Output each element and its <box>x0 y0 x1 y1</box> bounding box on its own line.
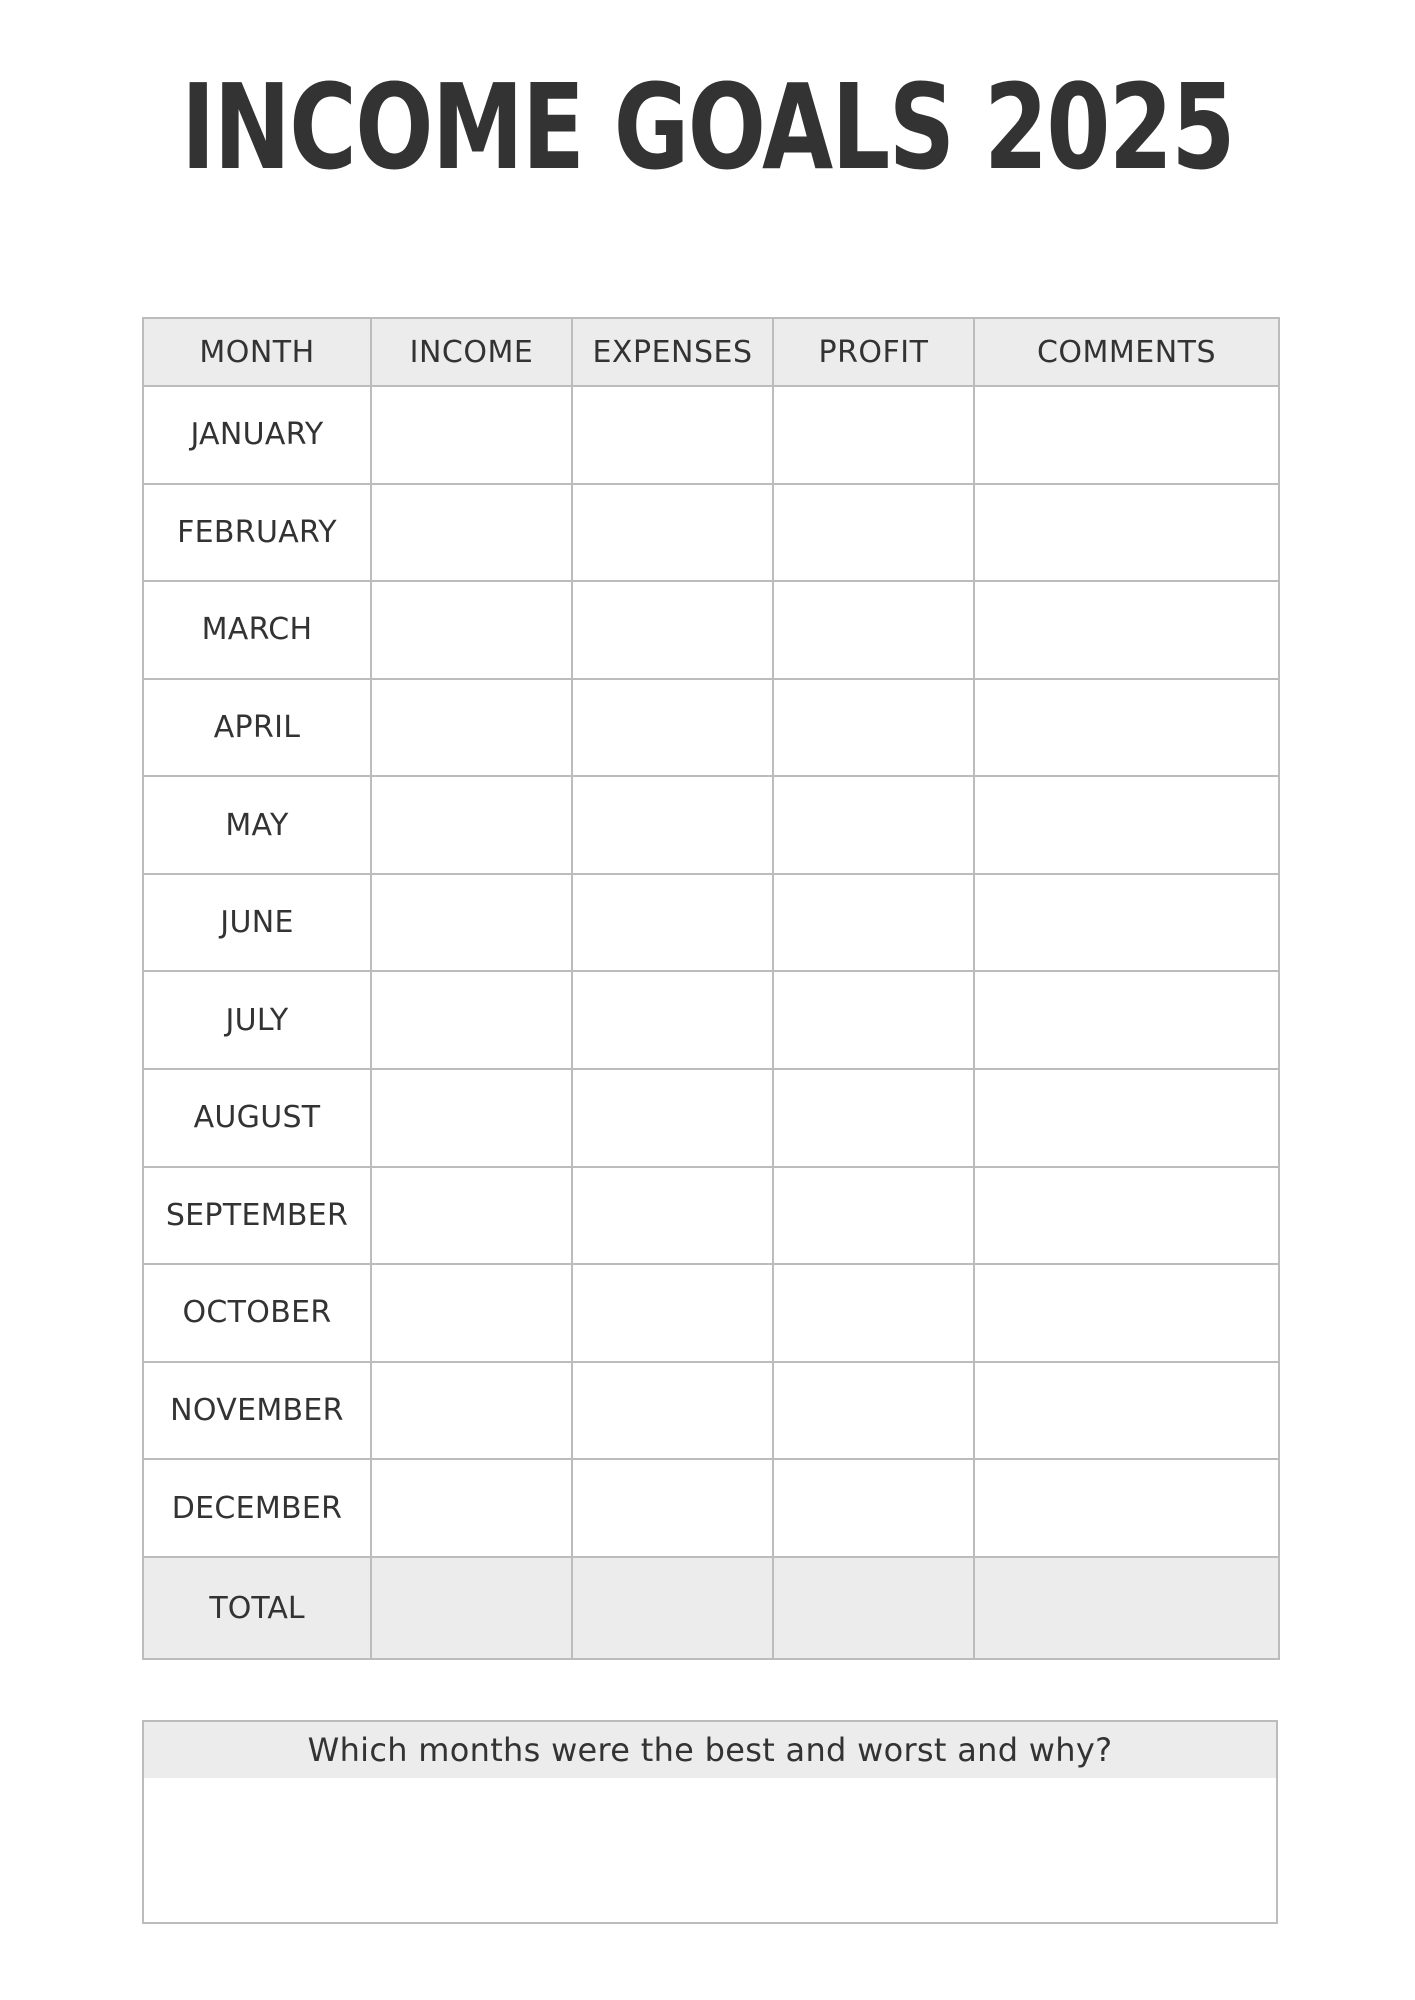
table-row <box>143 971 1279 1069</box>
comments-cell[interactable] <box>974 484 1279 582</box>
expenses-cell[interactable] <box>572 1167 773 1265</box>
total-comments-cell[interactable] <box>974 1557 1279 1659</box>
month-cell: JUNE <box>143 874 371 972</box>
profit-cell[interactable] <box>773 1167 974 1265</box>
table-row <box>143 386 1279 484</box>
expenses-cell[interactable] <box>572 1459 773 1557</box>
profit-cell[interactable] <box>773 1459 974 1557</box>
month-cell: JULY <box>143 971 371 1069</box>
total-expenses-cell[interactable] <box>572 1557 773 1659</box>
profit-cell[interactable] <box>773 874 974 972</box>
header-income: INCOME <box>371 318 572 386</box>
income-cell[interactable] <box>371 1167 572 1265</box>
month-cell: DECEMBER <box>143 1459 371 1557</box>
reflection-answer-area[interactable] <box>144 1778 1276 1922</box>
table-row <box>143 1362 1279 1460</box>
profit-cell[interactable] <box>773 971 974 1069</box>
profit-cell[interactable] <box>773 484 974 582</box>
table-row <box>143 484 1279 582</box>
month-cell: MARCH <box>143 581 371 679</box>
income-cell[interactable] <box>371 1069 572 1167</box>
header-profit: PROFIT <box>773 318 974 386</box>
comments-cell[interactable] <box>974 971 1279 1069</box>
table-row <box>143 1459 1279 1557</box>
month-cell: JANUARY <box>143 386 371 484</box>
expenses-cell[interactable] <box>572 484 773 582</box>
month-cell: FEBRUARY <box>143 484 371 582</box>
profit-cell[interactable] <box>773 1362 974 1460</box>
month-cell: NOVEMBER <box>143 1362 371 1460</box>
income-goals-table <box>142 317 1280 1660</box>
reflection-box <box>142 1720 1278 1924</box>
expenses-cell[interactable] <box>572 1264 773 1362</box>
comments-cell[interactable] <box>974 1459 1279 1557</box>
expenses-cell[interactable] <box>572 1362 773 1460</box>
table-row <box>143 1167 1279 1265</box>
income-cell[interactable] <box>371 874 572 972</box>
income-cell[interactable] <box>371 971 572 1069</box>
header-expenses: EXPENSES <box>572 318 773 386</box>
month-cell: MAY <box>143 776 371 874</box>
total-income-cell[interactable] <box>371 1557 572 1659</box>
comments-cell[interactable] <box>974 1264 1279 1362</box>
profit-cell[interactable] <box>773 679 974 777</box>
month-cell: OCTOBER <box>143 1264 371 1362</box>
table-row <box>143 679 1279 777</box>
table-row <box>143 581 1279 679</box>
profit-cell[interactable] <box>773 1069 974 1167</box>
comments-cell[interactable] <box>974 1167 1279 1265</box>
profit-cell[interactable] <box>773 1264 974 1362</box>
comments-cell[interactable] <box>974 679 1279 777</box>
header-row <box>143 318 1279 386</box>
table-row <box>143 1264 1279 1362</box>
comments-cell[interactable] <box>974 776 1279 874</box>
total-profit-cell[interactable] <box>773 1557 974 1659</box>
profit-cell[interactable] <box>773 581 974 679</box>
table-row <box>143 874 1279 972</box>
table-row <box>143 776 1279 874</box>
expenses-cell[interactable] <box>572 581 773 679</box>
comments-cell[interactable] <box>974 1362 1279 1460</box>
income-cell[interactable] <box>371 1264 572 1362</box>
income-cell[interactable] <box>371 776 572 874</box>
income-cell[interactable] <box>371 386 572 484</box>
reflection-question: Which months were the best and worst and why? <box>144 1722 1276 1778</box>
page-title: INCOME GOALS 2025 <box>181 58 1234 196</box>
total-label: TOTAL <box>143 1557 371 1659</box>
comments-cell[interactable] <box>974 1069 1279 1167</box>
month-cell: SEPTEMBER <box>143 1167 371 1265</box>
profit-cell[interactable] <box>773 386 974 484</box>
comments-cell[interactable] <box>974 386 1279 484</box>
month-cell: AUGUST <box>143 1069 371 1167</box>
expenses-cell[interactable] <box>572 386 773 484</box>
expenses-cell[interactable] <box>572 776 773 874</box>
comments-cell[interactable] <box>974 874 1279 972</box>
expenses-cell[interactable] <box>572 679 773 777</box>
expenses-cell[interactable] <box>572 1069 773 1167</box>
expenses-cell[interactable] <box>572 971 773 1069</box>
header-comments: COMMENTS <box>974 318 1279 386</box>
income-cell[interactable] <box>371 1362 572 1460</box>
table-row <box>143 1069 1279 1167</box>
income-cell[interactable] <box>371 1459 572 1557</box>
income-cell[interactable] <box>371 581 572 679</box>
income-cell[interactable] <box>371 484 572 582</box>
income-cell[interactable] <box>371 679 572 777</box>
comments-cell[interactable] <box>974 581 1279 679</box>
profit-cell[interactable] <box>773 776 974 874</box>
header-month: MONTH <box>143 318 371 386</box>
total-row <box>143 1557 1279 1659</box>
month-cell: APRIL <box>143 679 371 777</box>
expenses-cell[interactable] <box>572 874 773 972</box>
